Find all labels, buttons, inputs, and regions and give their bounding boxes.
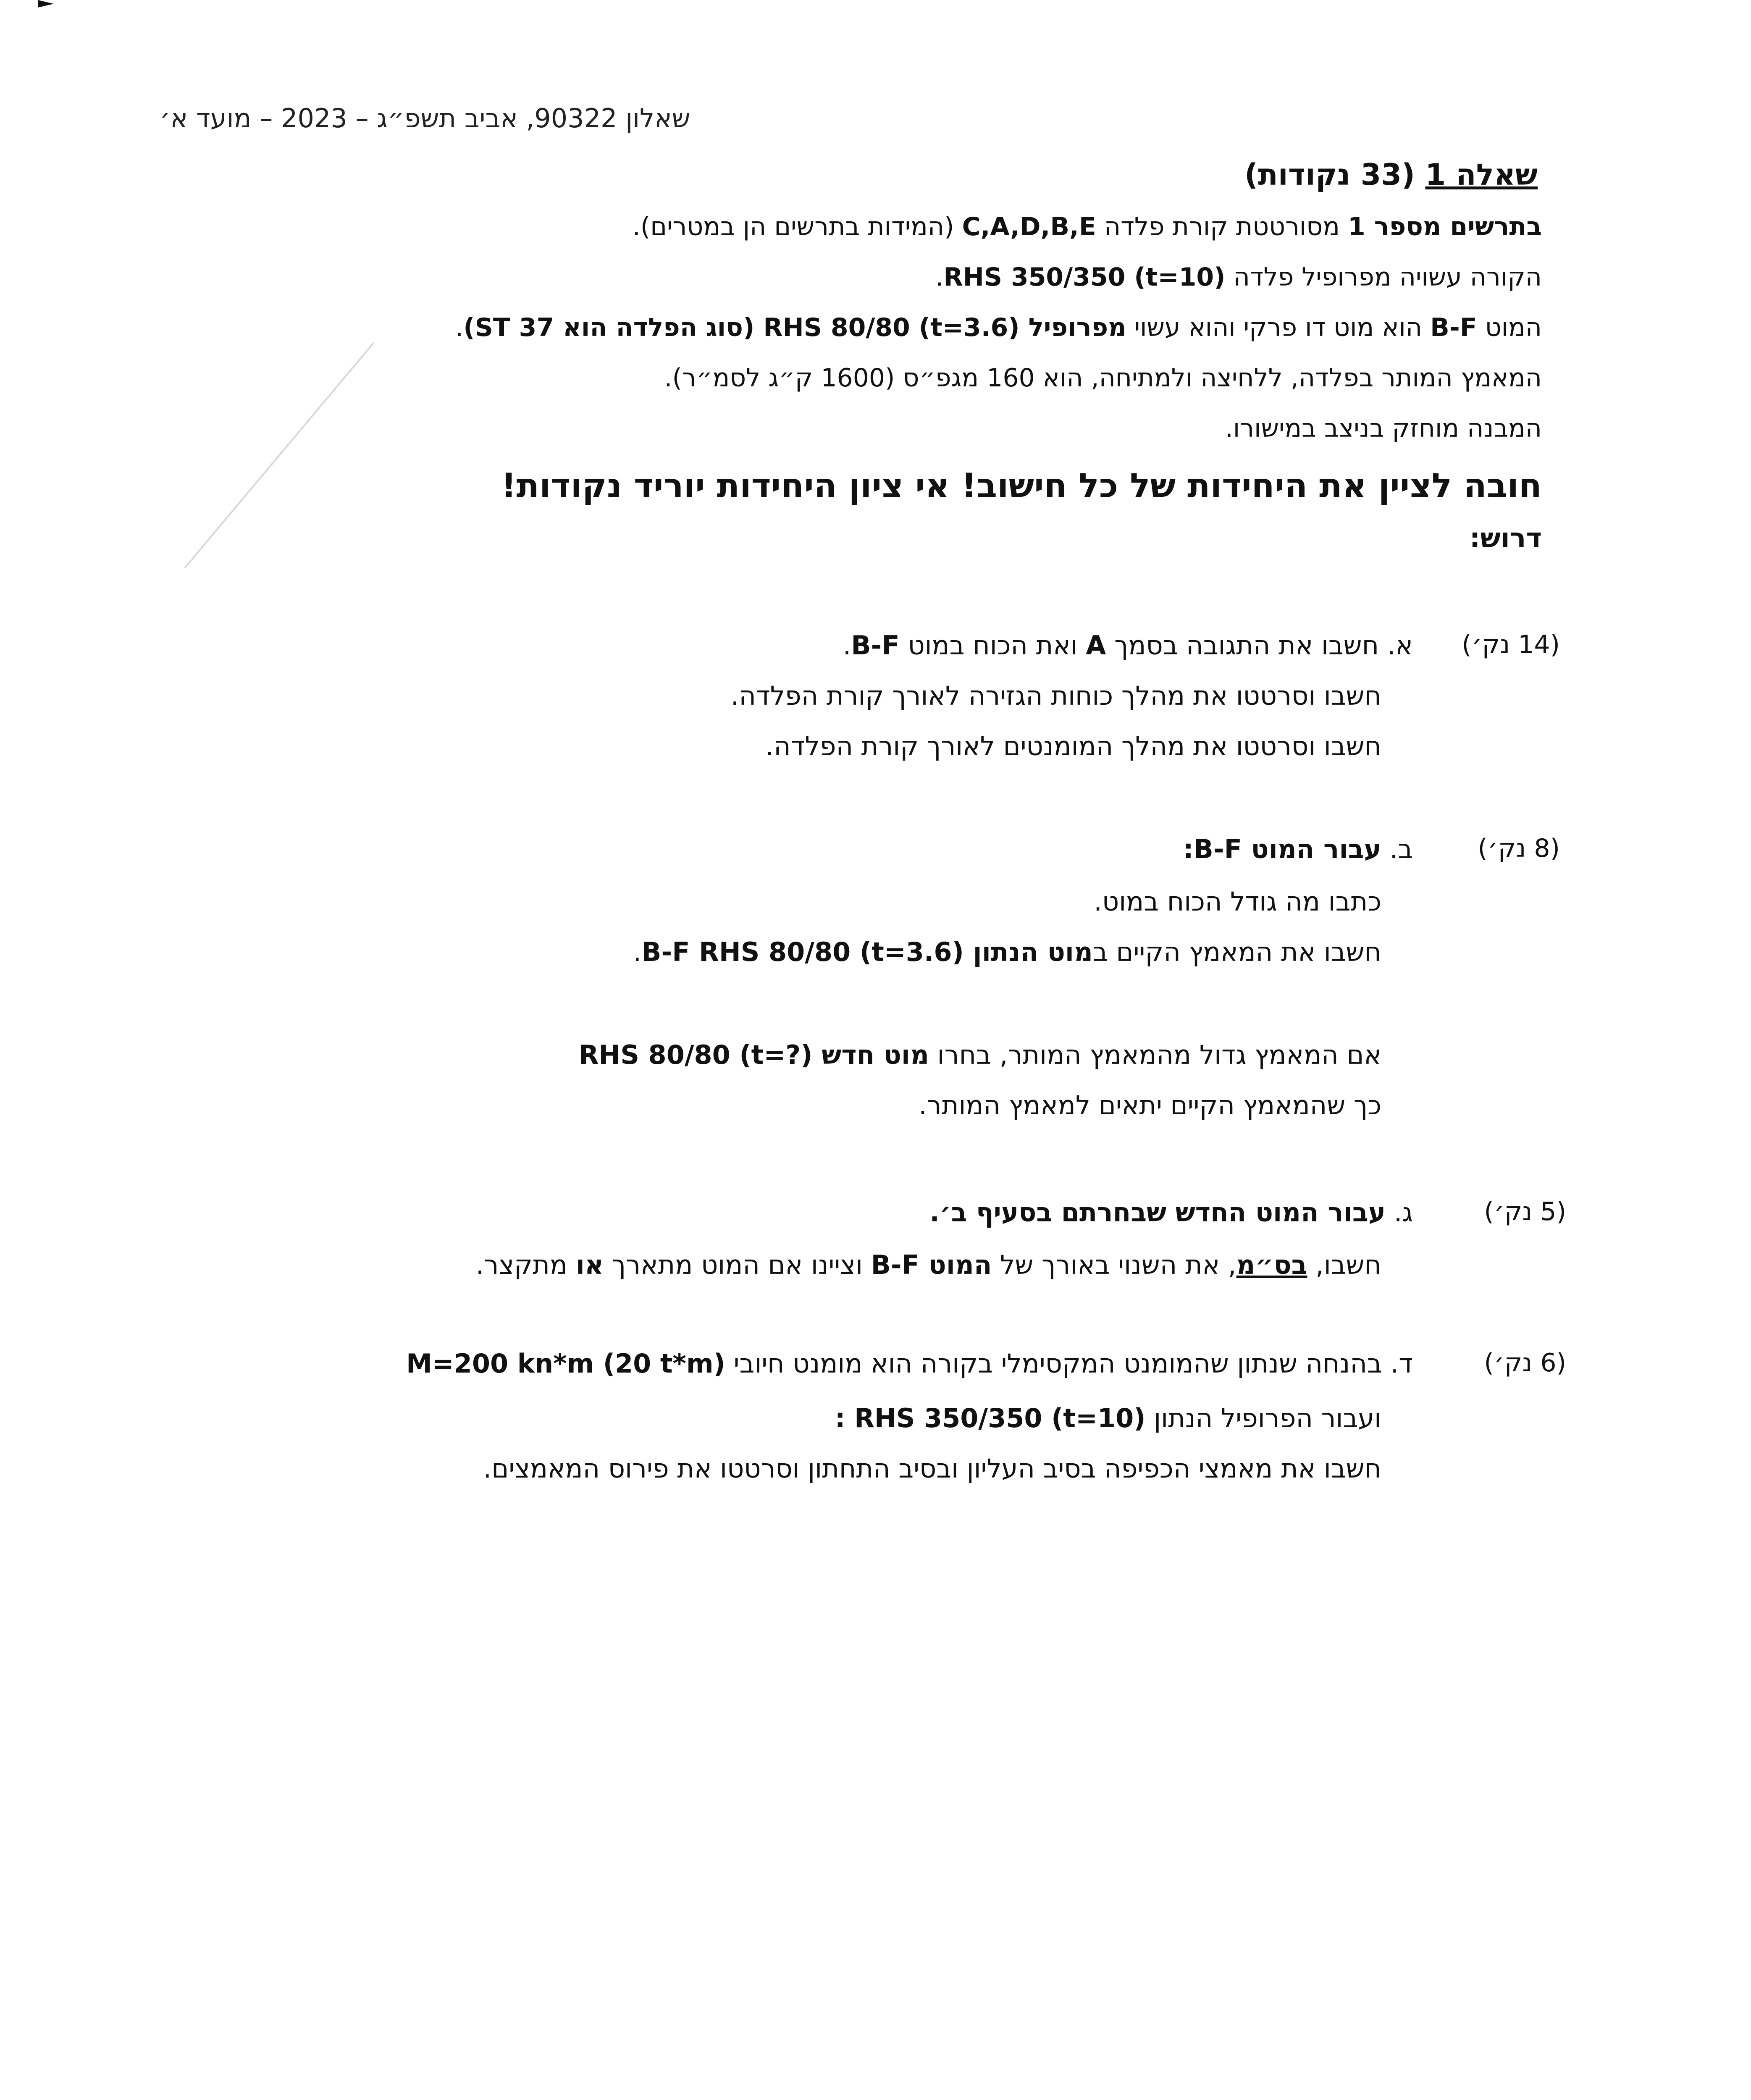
bar-name: B-F	[1430, 313, 1477, 342]
item-d-points: (6 נק׳)	[1484, 1348, 1566, 1378]
item-text: ואת הכוח במוט	[899, 630, 1086, 661]
beam-profile: RHS 350/350 (t=10) :	[835, 1403, 1146, 1433]
item-text: בהנחה שנתון שהמומנט המקסימלי בקורה הוא מומנט חיובי	[725, 1348, 1382, 1379]
item-label: א.	[1387, 630, 1413, 661]
item-d-line-2	[835, 1403, 1381, 1433]
given-bar: מוט הנתון B-F RHS 80/80 (t=3.6)	[641, 937, 1093, 967]
item-text: חשבו את התגובה בסמך	[1106, 630, 1379, 661]
corner-mark	[38, 0, 54, 8]
intro-tail: (המידות בתרשים הן במטרים).	[632, 212, 962, 242]
intro-line-3	[455, 313, 1542, 342]
exam-header: שאלון 90322, אביב תשפ״ג – 2023 – מועד א׳	[160, 103, 690, 134]
item-text: .	[633, 937, 642, 967]
intro-text: מסורטטת קורת פלדה	[1096, 212, 1348, 242]
intro-text: המוט	[1477, 313, 1542, 342]
moment-value: M=200 kn*m (20 t*m)	[406, 1348, 725, 1379]
item-d-line-3: חשבו את מאמצי הכפיפה בסיב העליון ובסיב התחתון וסרטטו את פירוס המאמצים.	[483, 1453, 1381, 1484]
item-label: ג.	[1394, 1197, 1413, 1228]
item-label: ד.	[1390, 1348, 1413, 1379]
pencil-stroke	[184, 342, 374, 568]
intro-tail: .	[455, 313, 464, 342]
question-number: שאלה 1	[1425, 158, 1538, 192]
item-b-line-2	[633, 937, 1381, 967]
intro-line-1	[633, 212, 1542, 242]
unit-cm: בס״מ	[1236, 1250, 1307, 1280]
item-text: , את השנוי באורך של	[992, 1250, 1236, 1280]
intro-line-2	[935, 262, 1542, 292]
item-d-line-1	[406, 1348, 1413, 1379]
item-b-line-3	[579, 1040, 1381, 1070]
item-b-points: (8 נק׳)	[1478, 834, 1560, 863]
item-a-points: (14 נק׳)	[1462, 630, 1560, 659]
item-b-line-1: כתבו מה גודל הכוח במוט.	[1094, 886, 1381, 917]
intro-tail: .	[935, 262, 944, 292]
item-heading: עבור המוט החדש שבחרתם בסעיף ב׳.	[929, 1197, 1386, 1228]
item-text: .	[843, 630, 851, 661]
question-title	[1244, 158, 1538, 192]
intro-text: הוא מוט דו פרקי והוא עשוי	[1126, 313, 1431, 342]
item-a-line-2: חשבו וסרטטו את מהלך כוחות הגזירה לאורך קורת הפלדה.	[730, 680, 1381, 711]
item-c-line	[476, 1250, 1381, 1280]
item-text: אם המאמץ גדול מהמאמץ המותר, בחרו	[929, 1040, 1381, 1070]
intro-bold: בתרשים מספר 1	[1348, 212, 1542, 242]
intro-text: הקורה עשויה מפרופיל פלדה	[1225, 262, 1542, 292]
new-bar: מוט חדש RHS 80/80 (t=?)	[578, 1040, 929, 1070]
item-text: חשבו,	[1307, 1250, 1381, 1280]
beam-profile: RHS 350/350 (t=10)	[943, 262, 1226, 292]
intro-line-5: המבנה מוחזק בניצב במישורו.	[1225, 414, 1542, 443]
item-text: ועבור הפרופיל הנתון	[1145, 1403, 1381, 1433]
item-heading: עבור המוט B-F:	[1183, 834, 1381, 864]
units-warning: חובה לציין את היחידות של כל חישוב! אי ציון היחידות יוריד נקודות!	[501, 466, 1542, 505]
item-c-heading	[929, 1197, 1413, 1228]
or-word: או	[575, 1250, 604, 1280]
bar-profile: מפרופיל RHS 80/80 (t=3.6) (סוג הפלדה הוא ST 37)	[463, 313, 1126, 342]
item-b-line-4: כך שהמאמץ הקיים יתאים למאמץ המותר.	[919, 1090, 1381, 1121]
required-label: דרוש:	[1469, 523, 1542, 554]
intro-line-4: המאמץ המותר בפלדה, ללחיצה ולמתיחה, הוא 160 מגפ״ס (1600 ק״ג לסמ״ר).	[664, 363, 1542, 393]
item-c-points: (5 נק׳)	[1484, 1197, 1566, 1226]
points-list: C,A,D,B,E	[962, 212, 1096, 242]
question-points: (33 נקודות)	[1244, 158, 1415, 192]
item-a-line-1	[843, 630, 1413, 661]
item-b-heading	[1183, 834, 1413, 864]
bar-name: B-F	[851, 630, 900, 661]
bar-name: המוט B-F	[871, 1250, 992, 1280]
support-a: A	[1086, 630, 1106, 661]
item-text: וציינו אם המוט מתארך	[604, 1250, 871, 1280]
item-a-line-3: חשבו וסרטטו את מהלך המומנטים לאורך קורת הפלדה.	[765, 731, 1381, 761]
item-text: חשבו את המאמץ הקיים ב	[1092, 937, 1381, 967]
item-label: ב.	[1389, 834, 1413, 864]
item-text: מתקצר.	[475, 1250, 576, 1280]
